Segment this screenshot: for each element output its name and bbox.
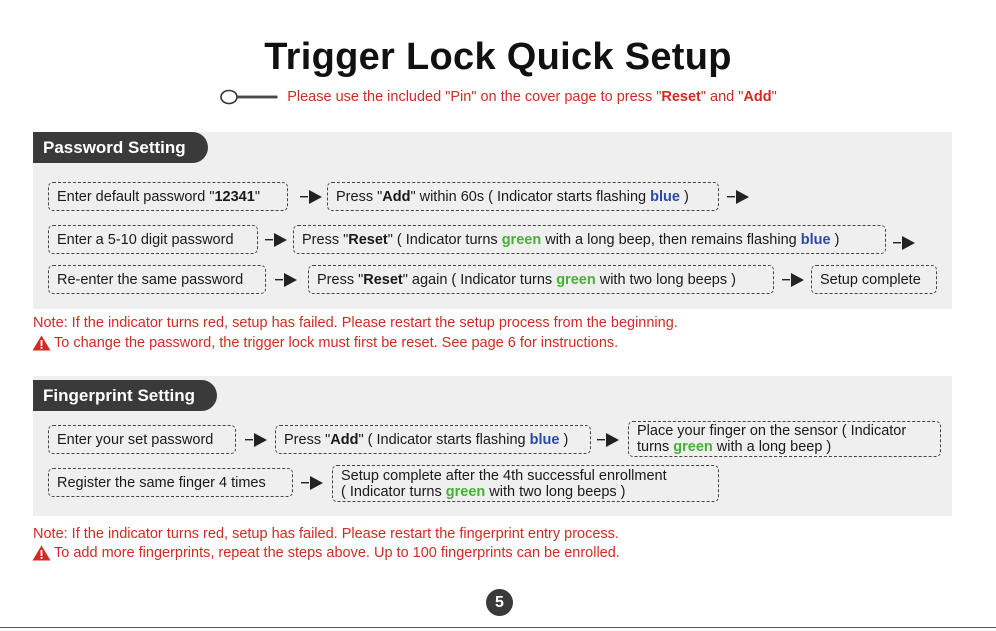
warning-icon [32,545,51,561]
password-warning-text: To change the password, the trigger lock must first be reset. See page 6 for instructions. [54,335,619,351]
fingerprint-warning [32,545,620,561]
step-press-reset: Press "Reset" ( Indicator turns green with a long beep, then remains flashing blue ) [293,225,886,254]
arrow-right-icon [265,233,287,247]
password-failure-note: Note: If the indicator turns red, setup has failed. Please restart the setup process from the beginning. [33,315,678,331]
arrow-right-icon [275,273,297,287]
step-setup-complete: Setup complete [811,265,937,294]
arrow-right-icon [301,476,323,490]
step-press-add: Press "Add" within 60s ( Indicator starts flashing blue ) [327,182,719,211]
step-enter-set-password: Enter your set password [48,425,236,454]
step-fingerprint-press-add: Press "Add" ( Indicator starts flashing blue ) [275,425,591,454]
pin-icon [219,87,279,107]
step-press-reset-again: Press "Reset" again ( Indicator turns green with two long beeps ) [308,265,774,294]
password-warning [32,335,618,351]
step-reenter-password: Re-enter the same password [48,265,266,294]
bottom-divider [0,627,996,628]
arrow-right-icon [300,190,322,204]
pin-instruction [0,87,996,107]
arrow-right-icon [597,433,619,447]
arrow-right-icon [727,190,749,204]
pin-instruction-text: Please use the included "Pin" on the cover page to press "Reset" and "Add" [287,89,777,105]
fingerprint-warning-text: To add more fingerprints, repeat the steps above. Up to 100 fingerprints can be enrolled. [54,545,620,561]
step-enter-default-password: Enter default password "12341" [48,182,288,211]
warning-icon [32,335,51,351]
password-setting-panel [33,132,952,309]
step-place-finger: Place your finger on the sensor ( Indicator turns green with a long beep ) [628,421,941,457]
arrow-right-icon [893,236,915,250]
page-number: 5 [486,589,513,616]
page-title: Trigger Lock Quick Setup [264,36,732,78]
fingerprint-setting-header: Fingerprint Setting [33,380,217,411]
arrow-right-icon [245,433,267,447]
fingerprint-setting-panel [33,376,952,516]
arrow-right-icon [782,273,804,287]
step-enter-new-password: Enter a 5-10 digit password [48,225,258,254]
step-enrollment-complete: Setup complete after the 4th successful enrollment ( Indicator turns green with two long beeps ) [332,465,719,502]
password-setting-header: Password Setting [33,132,208,163]
step-register-finger: Register the same finger 4 times [48,468,293,497]
fingerprint-failure-note: Note: If the indicator turns red, setup has failed. Please restart the fingerprint entry process. [33,526,619,542]
